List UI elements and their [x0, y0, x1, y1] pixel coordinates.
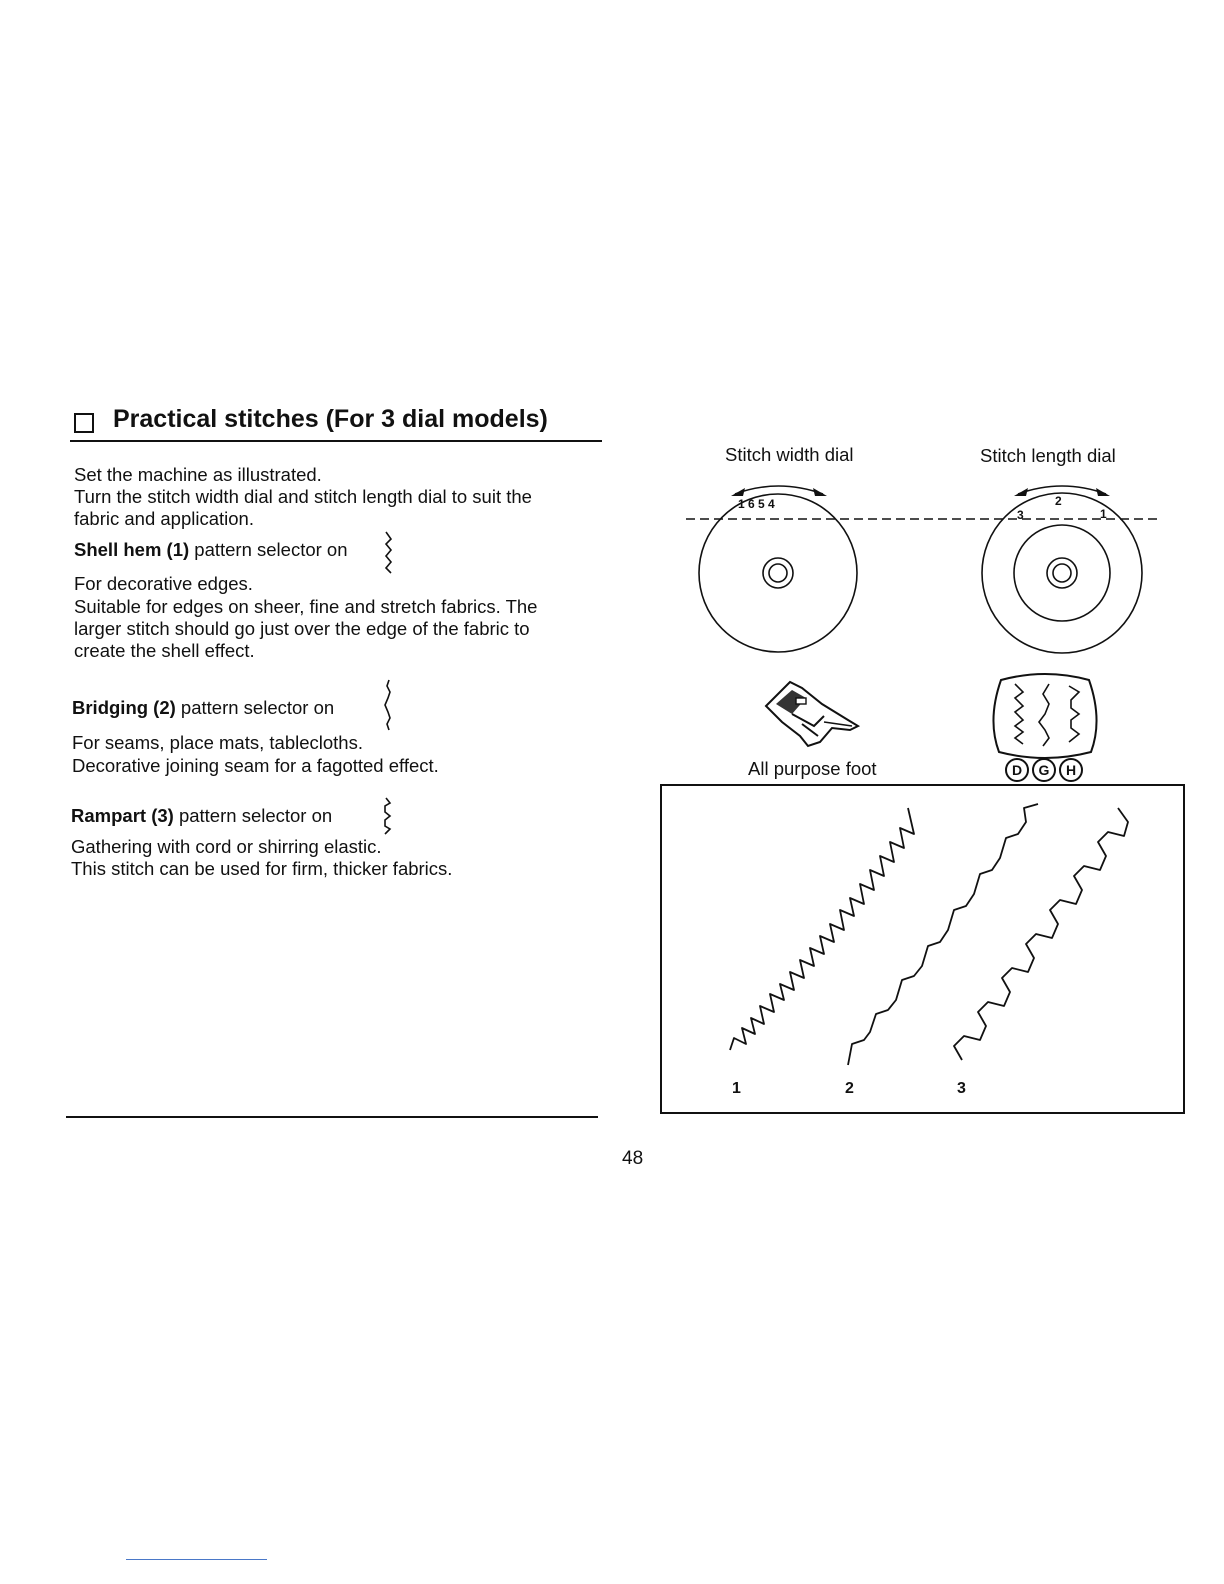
shell-hem-line-3: larger stitch should go just over the edge of the fabric to [74, 618, 530, 639]
page-number: 48 [622, 1148, 644, 1169]
rampart-name: Rampart (3) [71, 805, 174, 826]
bridging-stitch-icon [383, 680, 397, 730]
length-dial-mark-3: 3 [1017, 508, 1024, 522]
width-dial-marks: 1 6 5 4 [738, 497, 775, 511]
bridging-selector-text: pattern selector on [175, 697, 335, 718]
bridging-name: Bridging (2) [72, 697, 176, 718]
length-dial-mark-2: 2 [1055, 494, 1062, 508]
section-checkbox-icon [74, 413, 94, 433]
bridging-line-1: For seams, place mats, tablecloths. [72, 732, 363, 753]
pattern-letter-row [1005, 758, 1095, 782]
shell-hem-line-4: create the shell effect. [74, 640, 255, 661]
shell-hem-name: Shell hem (1) [74, 539, 190, 560]
rampart-stitch-icon [381, 798, 395, 836]
all-purpose-foot-label: All purpose foot [748, 758, 877, 779]
stitch-number-1: 1 [732, 1080, 741, 1097]
stitch-number-3: 3 [957, 1080, 966, 1097]
stitch-width-dial-label: Stitch width dial [725, 444, 854, 465]
footer-link-underline [126, 1559, 267, 1560]
shell-hem-line-2: Suitable for edges on sheer, fine and stretch fabrics. The [74, 596, 538, 617]
pattern-letter-d: D [1005, 758, 1029, 782]
rampart-line-1: Gathering with cord or shirring elastic. [71, 836, 382, 857]
pattern-letter-h: H [1059, 758, 1083, 782]
stitch-number-2: 2 [845, 1080, 854, 1097]
shell-hem-stitch-icon [381, 532, 395, 574]
intro-line-1: Set the machine as illustrated. [74, 464, 322, 485]
length-dial-mark-1: 1 [1100, 507, 1107, 521]
all-purpose-foot-icon [762, 676, 862, 752]
rampart-selector-text: pattern selector on [173, 805, 333, 826]
bridging-heading [72, 697, 334, 719]
section-title: Practical stitches (For 3 dial models) [113, 405, 548, 433]
intro-line-3: fabric and application. [74, 508, 254, 529]
stitch-sample-3 [950, 800, 1135, 1065]
title-divider [70, 440, 602, 442]
bottom-divider [66, 1116, 598, 1118]
shell-hem-line-1: For decorative edges. [74, 573, 253, 594]
rampart-line-2: This stitch can be used for firm, thicker fabrics. [71, 858, 453, 879]
stitch-width-dial [695, 478, 863, 653]
shell-hem-selector-text: pattern selector on [189, 539, 348, 560]
bridging-line-2: Decorative joining seam for a fagotted effect. [72, 755, 439, 776]
stitch-length-dial [980, 478, 1146, 653]
shell-hem-heading [74, 539, 348, 561]
intro-line-2: Turn the stitch width dial and stitch length dial to suit the [74, 486, 532, 507]
rampart-heading [71, 805, 332, 827]
pattern-letter-g: G [1032, 758, 1056, 782]
stitch-length-dial-label: Stitch length dial [980, 445, 1116, 466]
